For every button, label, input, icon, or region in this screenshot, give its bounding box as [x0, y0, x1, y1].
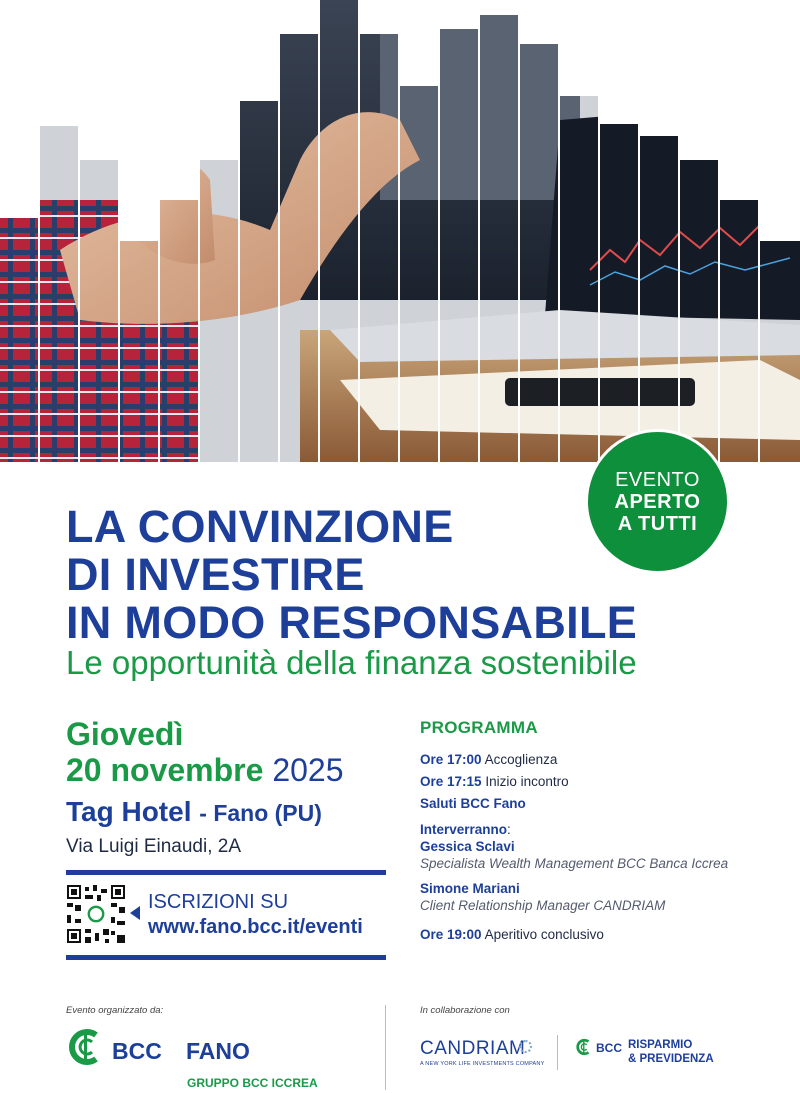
collaboration-label: In collaborazione con	[420, 1005, 510, 1016]
program-item-welcome	[420, 752, 557, 767]
speaker-1-role	[420, 856, 728, 871]
footer-separator-2	[557, 1035, 558, 1070]
gruppo-iccrea-text: GRUPPO BCC ICCREA	[187, 1076, 318, 1090]
program-item-start-time: Ore 17:15	[420, 774, 482, 789]
speaker-2-name-text: Simone Mariani	[420, 881, 520, 896]
rp-bcc-text: BCC	[596, 1041, 622, 1055]
badge-line-3: A TUTTI	[617, 512, 698, 535]
registration-label: ISCRIZIONI SU	[148, 891, 289, 913]
title-line-1: LA CONVINZIONE	[66, 501, 454, 552]
event-date-main: 20 novembre	[66, 752, 264, 788]
candriam-logo-icon	[519, 1040, 532, 1053]
program-greeting	[420, 796, 526, 811]
event-date	[66, 752, 344, 788]
program-speakers-label	[420, 822, 511, 837]
badge-line-2: APERTO	[614, 490, 701, 513]
registration-bottom-rule	[66, 955, 386, 960]
program-item-aperitivo-time: Ore 19:00	[420, 927, 482, 942]
event-subtitle: Le opportunità della finanza sostenibile	[66, 644, 637, 681]
program-item-aperitivo-text: Aperitivo conclusivo	[484, 927, 604, 942]
bcc-brand-text: BCC	[112, 1038, 162, 1064]
footer-separator-1	[385, 1005, 386, 1090]
rp-line-1: RISPARMIO	[628, 1039, 693, 1051]
program-title: PROGRAMMA	[420, 718, 538, 737]
program-item-aperitivo	[420, 927, 604, 942]
speaker-1-role-text: Specialista Wealth Management BCC Banca Iccrea	[420, 856, 729, 871]
program-item-start-text: Inizio incontro	[485, 774, 569, 789]
candriam-tagline: A NEW YORK LIFE INVESTMENTS COMPANY	[420, 1061, 545, 1067]
event-day: Giovedì	[66, 716, 184, 752]
program-item-welcome-text: Accoglienza	[484, 752, 558, 767]
speaker-2-role	[420, 898, 665, 913]
venue-name: Tag Hotel	[66, 796, 192, 827]
candriam-logo-text: CANDRIAM	[420, 1038, 526, 1059]
event-venue	[66, 795, 322, 830]
title-line-3: IN MODO RESPONSABILE	[66, 597, 638, 648]
event-title	[66, 503, 637, 647]
qr-code-icon[interactable]	[67, 885, 125, 943]
bcc-risparmio-logo-icon	[575, 1038, 593, 1056]
organized-by-label: Evento organizzato da:	[66, 1005, 164, 1016]
speaker-1-name	[420, 839, 515, 854]
program-greeting-text: Saluti BCC Fano	[420, 796, 526, 811]
hero-photo-collage	[0, 0, 800, 462]
bcc-logo-icon	[66, 1027, 106, 1067]
colon-text: :	[507, 822, 511, 837]
speaker-2-name	[420, 881, 520, 896]
venue-city: - Fano (PU)	[199, 800, 322, 826]
badge-line-1: EVENTO	[615, 468, 700, 491]
program-speakers-label-text: Interverranno	[420, 822, 508, 837]
arrow-left-icon	[130, 906, 140, 920]
rp-line-2: & PREVIDENZA	[628, 1053, 714, 1065]
program-item-start	[420, 774, 569, 789]
registration-top-rule	[66, 870, 386, 875]
event-year: 2025	[272, 752, 344, 788]
registration-link[interactable]: www.fano.bcc.it/eventi	[148, 916, 363, 938]
speaker-1-name-text: Gessica Sclavi	[420, 839, 515, 854]
title-line-2: DI INVESTIRE	[66, 549, 365, 600]
fano-brand-text: FANO	[186, 1038, 250, 1064]
venue-address: Via Luigi Einaudi, 2A	[66, 836, 241, 857]
program-item-welcome-time: Ore 17:00	[420, 752, 482, 767]
speaker-2-role-text: Client Relationship Manager CANDRIAM	[420, 898, 666, 913]
hero-image-bars	[0, 0, 800, 462]
risparmio-previdenza-text	[628, 1038, 714, 1066]
